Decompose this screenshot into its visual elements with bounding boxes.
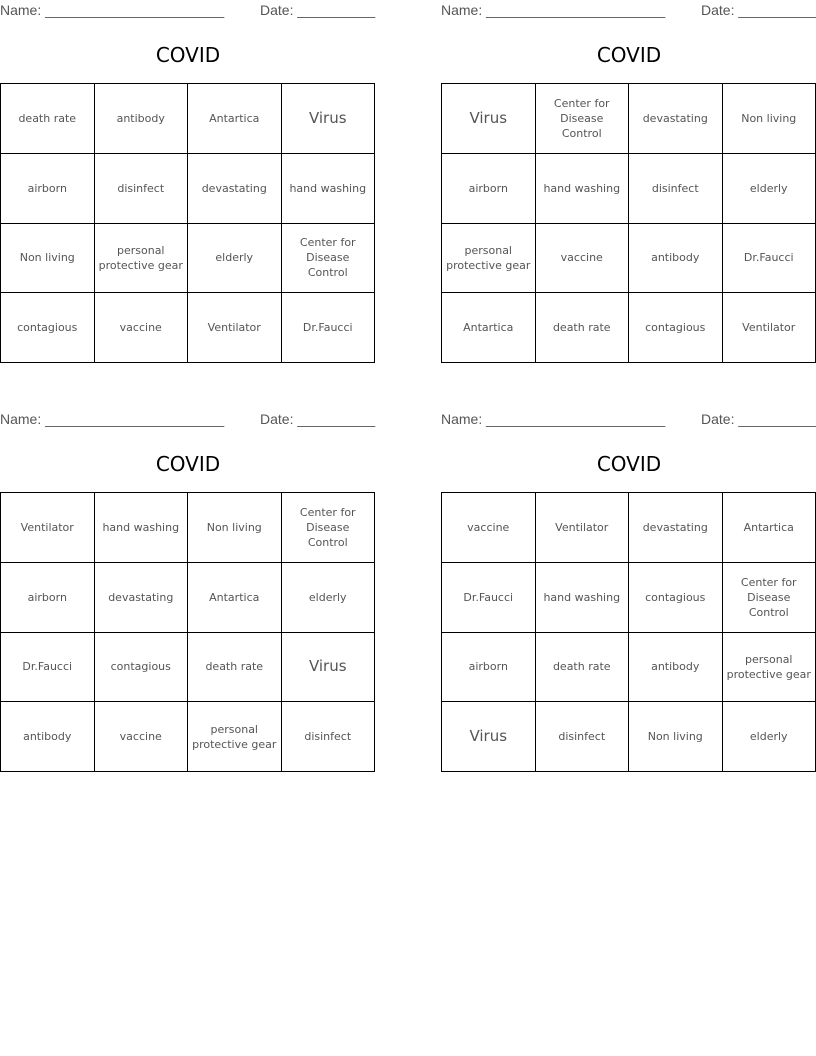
bingo-cell: personal protective gear [188, 702, 282, 772]
bingo-cell: Center for Disease Control [536, 84, 630, 154]
bingo-cell: Non living [723, 84, 816, 154]
bingo-cell: elderly [282, 563, 376, 633]
bingo-cell: Center for Disease Control [282, 493, 376, 563]
bingo-cell: elderly [723, 702, 816, 772]
bingo-cell: Ventilator [536, 493, 630, 563]
bingo-cell: airborn [1, 154, 95, 224]
bingo-grid [441, 83, 816, 363]
name-field-label: Name: _______________________ [441, 2, 666, 18]
bingo-cell: airborn [442, 154, 536, 224]
bingo-cell: disinfect [282, 702, 376, 772]
bingo-cell: Virus [282, 633, 376, 703]
date-field-label: Date: __________ [260, 2, 376, 18]
bingo-cell: vaccine [536, 224, 630, 294]
bingo-cell: airborn [1, 563, 95, 633]
card-header [441, 409, 816, 431]
bingo-cell: elderly [723, 154, 816, 224]
bingo-cell: death rate [536, 293, 630, 363]
bingo-cell: death rate [188, 633, 282, 703]
bingo-cell: devastating [629, 493, 723, 563]
bingo-cell: antibody [629, 633, 723, 703]
bingo-cell: personal protective gear [723, 633, 816, 703]
bingo-cell: antibody [629, 224, 723, 294]
name-field-label: Name: _______________________ [0, 2, 225, 18]
bingo-cell: Antartica [442, 293, 536, 363]
bingo-card-4 [441, 409, 816, 774]
bingo-cell: contagious [629, 563, 723, 633]
bingo-card-1 [0, 0, 376, 365]
bingo-grid [0, 83, 375, 363]
bingo-cell: vaccine [442, 493, 536, 563]
card-header [0, 409, 376, 431]
bingo-grid [441, 492, 816, 772]
bingo-cell: disinfect [536, 702, 630, 772]
card-title: COVID [596, 43, 662, 67]
bingo-cell: Virus [442, 702, 536, 772]
bingo-cell: death rate [536, 633, 630, 703]
bingo-cell: death rate [1, 84, 95, 154]
card-header [441, 0, 816, 22]
bingo-card-2 [441, 0, 816, 365]
bingo-cell: Non living [1, 224, 95, 294]
bingo-cell: vaccine [95, 293, 189, 363]
bingo-cell: Antartica [723, 493, 816, 563]
bingo-cell: devastating [629, 84, 723, 154]
bingo-cell: antibody [1, 702, 95, 772]
date-field-label: Date: __________ [701, 2, 816, 18]
bingo-cell: Antartica [188, 84, 282, 154]
bingo-cell: hand washing [95, 493, 189, 563]
bingo-cell: Ventilator [723, 293, 816, 363]
bingo-cell: Non living [188, 493, 282, 563]
bingo-cell: airborn [442, 633, 536, 703]
bingo-cell: elderly [188, 224, 282, 294]
bingo-cell: Antartica [188, 563, 282, 633]
name-field-label: Name: _______________________ [441, 411, 666, 427]
card-title: COVID [155, 43, 221, 67]
bingo-cell: Dr.Faucci [1, 633, 95, 703]
bingo-cell: hand washing [282, 154, 376, 224]
bingo-cell: contagious [95, 633, 189, 703]
bingo-cell: devastating [95, 563, 189, 633]
bingo-cell: antibody [95, 84, 189, 154]
bingo-cell: contagious [629, 293, 723, 363]
bingo-cell: Ventilator [1, 493, 95, 563]
bingo-cell: Center for Disease Control [282, 224, 376, 294]
bingo-cell: Ventilator [188, 293, 282, 363]
bingo-cell: Dr.Faucci [282, 293, 376, 363]
bingo-cell: hand washing [536, 563, 630, 633]
bingo-grid [0, 492, 375, 772]
card-title: COVID [596, 452, 662, 476]
bingo-cell: contagious [1, 293, 95, 363]
bingo-cell: Non living [629, 702, 723, 772]
bingo-cell: vaccine [95, 702, 189, 772]
bingo-cell: hand washing [536, 154, 630, 224]
bingo-cell: Dr.Faucci [442, 563, 536, 633]
bingo-cell: disinfect [95, 154, 189, 224]
card-title: COVID [155, 452, 221, 476]
name-field-label: Name: _______________________ [0, 411, 225, 427]
bingo-cell: personal protective gear [442, 224, 536, 294]
bingo-cell: devastating [188, 154, 282, 224]
bingo-cell: Center for Disease Control [723, 563, 816, 633]
bingo-cell: disinfect [629, 154, 723, 224]
bingo-card-3 [0, 409, 376, 774]
date-field-label: Date: __________ [701, 411, 816, 427]
bingo-cell: Virus [282, 84, 376, 154]
bingo-cell: Virus [442, 84, 536, 154]
bingo-cell: Dr.Faucci [723, 224, 816, 294]
card-header [0, 0, 376, 22]
bingo-cell: personal protective gear [95, 224, 189, 294]
date-field-label: Date: __________ [260, 411, 376, 427]
